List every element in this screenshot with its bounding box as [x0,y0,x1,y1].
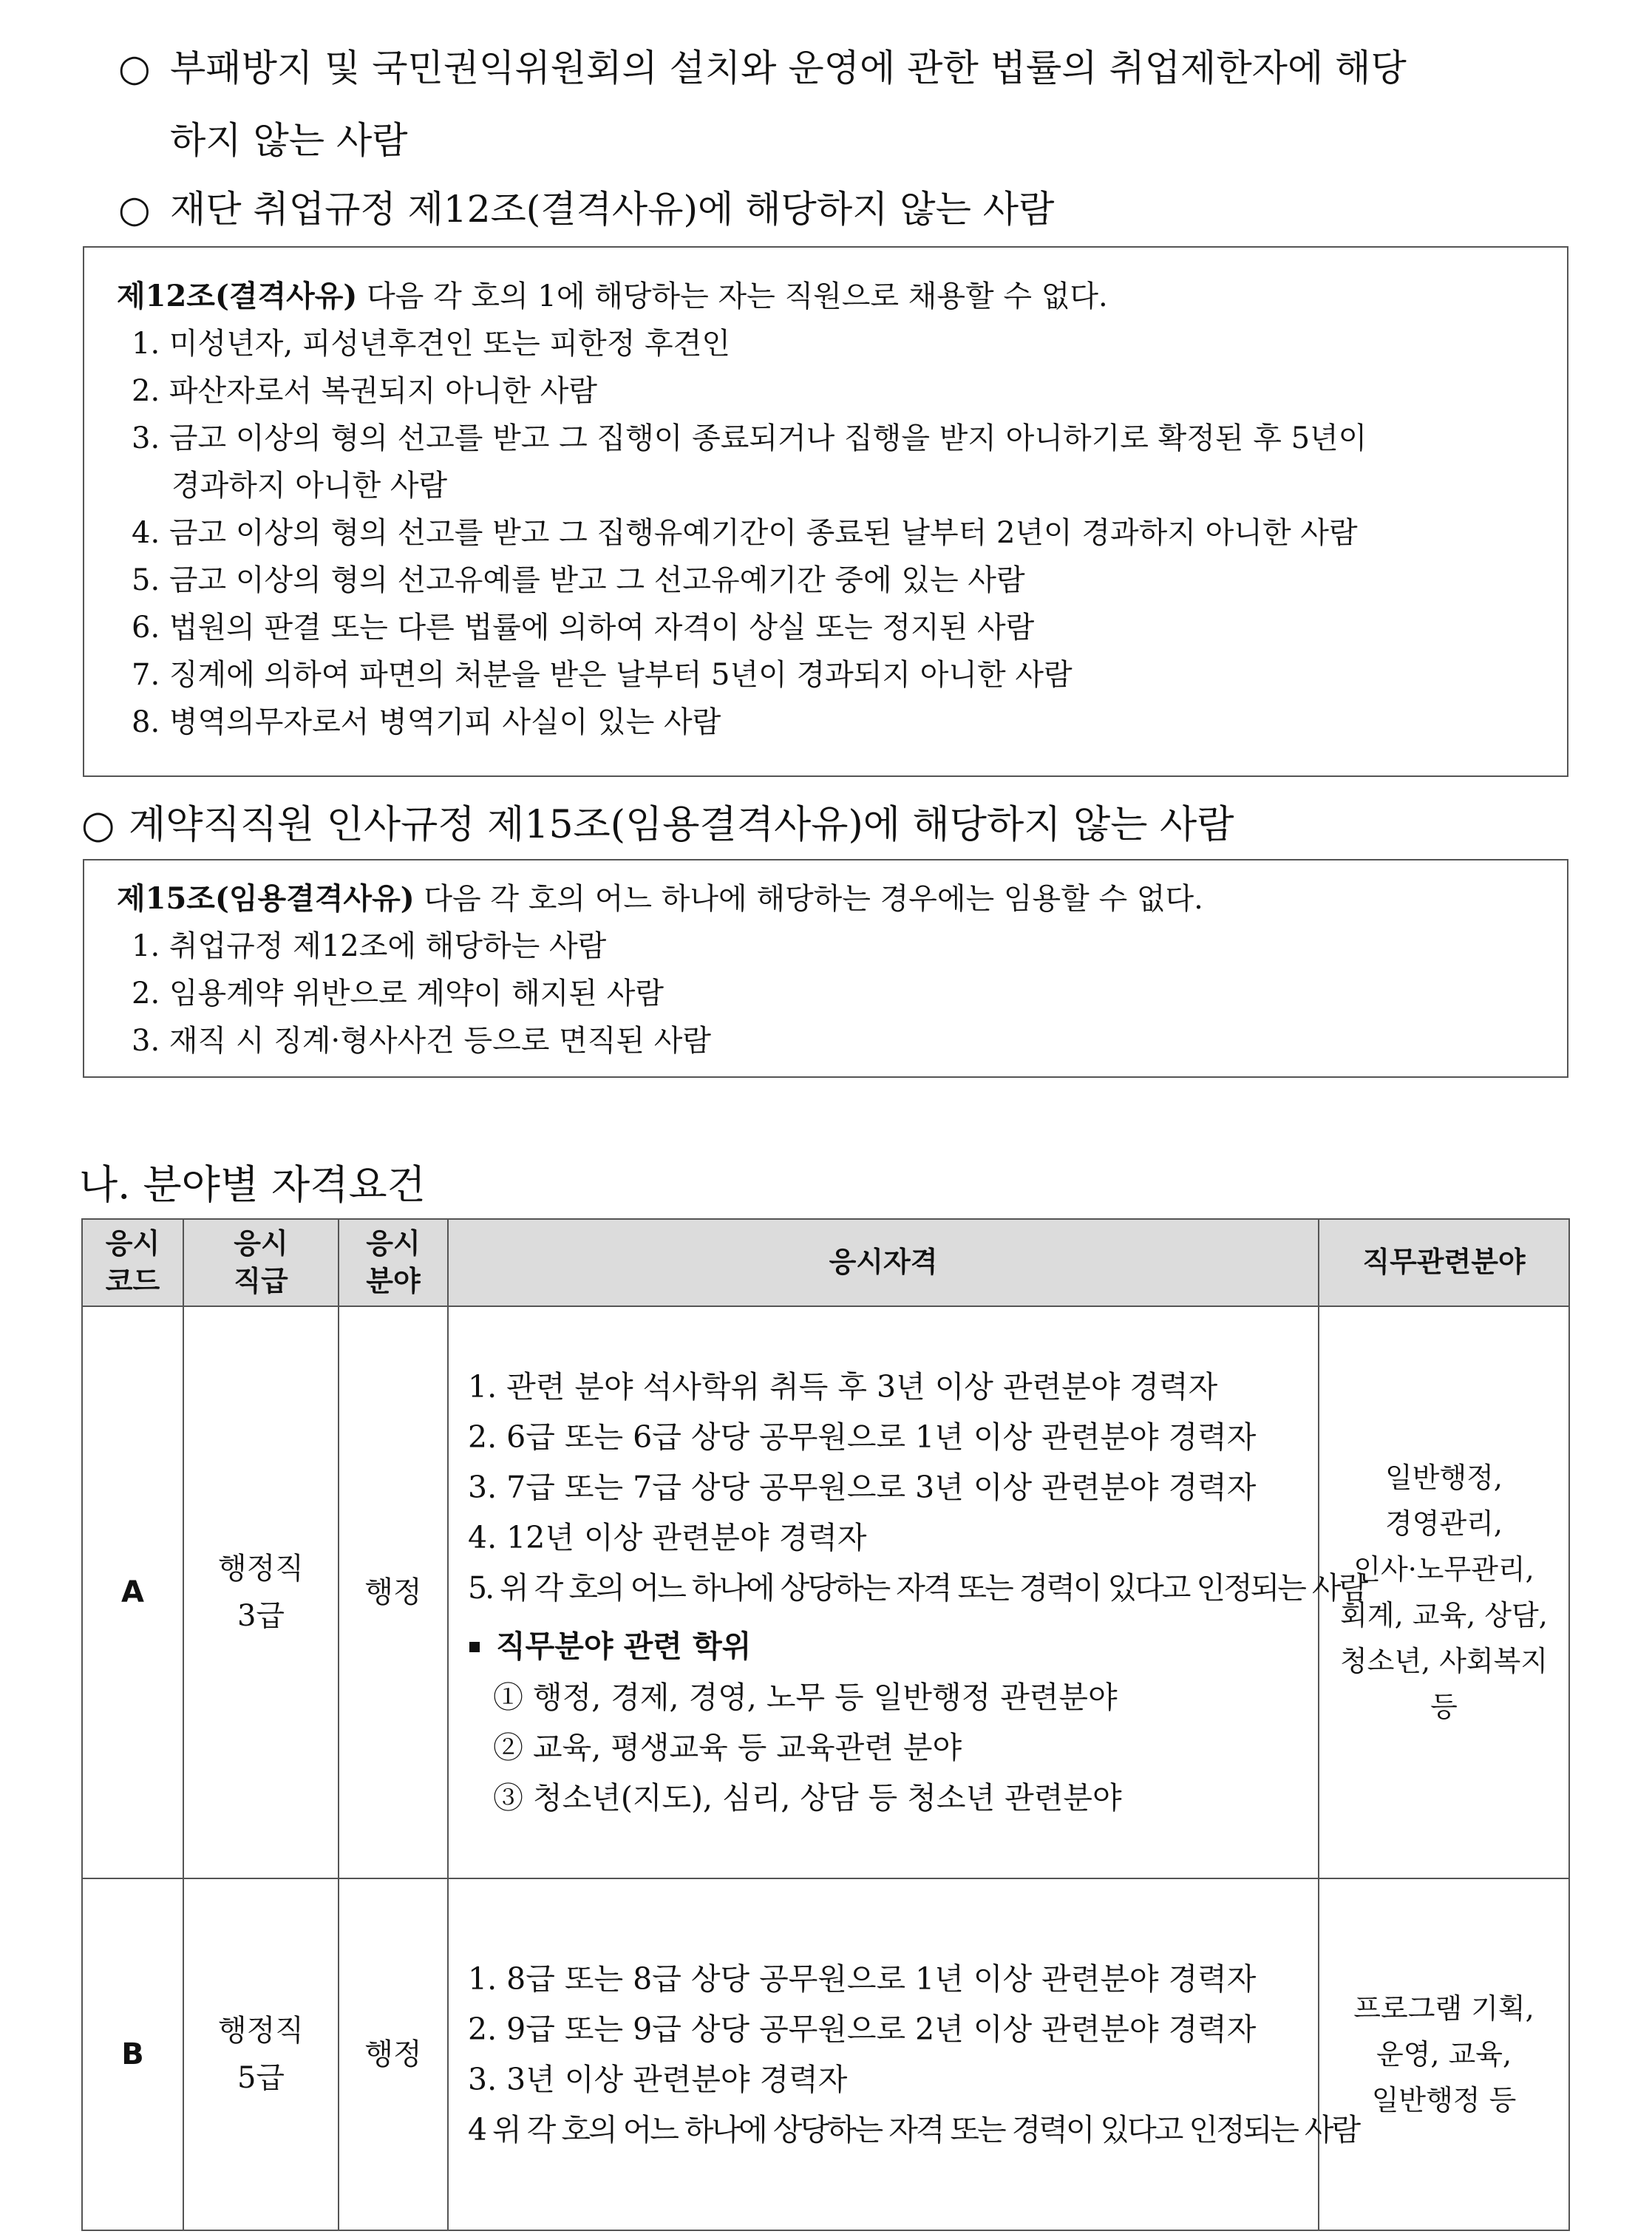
article-12-item: 1. 미성년자, 피성년후견인 또는 피한정 후견인 [132,327,730,361]
qualification-item: 3. 7급 또는 7급 상당 공무원으로 3년 이상 관련분야 경력자 [468,1470,1257,1505]
table-header-row [82,1219,1569,1306]
grade-line: 5급 [237,2061,285,2095]
bullet-text-continued: 하지 않는 사람 [170,119,408,162]
disqualification-article-12-box [83,246,1568,777]
degree-item: ② 교육, 평생교육 등 교육관련 분야 [493,1730,962,1765]
article-15-item: 3. 재직 시 징계·형사사건 등으로 면직된 사람 [132,1024,712,1058]
qualification-item: 4 위 각 호의 어느 하나에 상당하는 자격 또는 경력이 있다고 인정되는 사람 [468,2112,1359,2148]
article-15-intro: 다음 각 호의 어느 하나에 해당하는 경우에는 임용할 수 없다. [414,882,1203,916]
article-12-intro: 다음 각 호의 1에 해당하는 자는 직원으로 채용할 수 없다. [357,279,1108,313]
qualification-item: 3. 3년 이상 관련분야 경력자 [468,2062,848,2097]
square-bullet-icon [469,1642,480,1652]
qualification-item: 2. 9급 또는 9급 상당 공무원으로 2년 이상 관련분야 경력자 [468,2011,1257,2047]
article-12-item: 7. 징계에 의하여 파면의 처분을 받은 날부터 5년이 경과되지 아니한 사람 [132,658,1073,692]
related-field-line: 인사·노무관리, [1353,1553,1534,1586]
header-field-line: 응시 [366,1226,421,1260]
article-12-item: 3. 금고 이상의 형의 선고를 받고 그 집행이 종료되거나 집행을 받지 아니하기로 확정된 후 5년이 [132,421,1367,455]
header-grade-line: 응시 [234,1226,288,1260]
qualification-list [468,1954,1359,2155]
header-field [339,1219,448,1306]
related-field-line: 프로그램 기획, [1353,1992,1534,2025]
grade-cell [183,1878,339,2230]
article-12-item: 5. 금고 이상의 형의 선고유예를 받고 그 선고유예기간 중에 있는 사람 [132,563,1025,597]
section-title: 나. 분야별 자격요건 [79,1161,426,1208]
header-related-field: 직무관련분야 [1319,1219,1569,1306]
qualification-item: 1. 8급 또는 8급 상당 공무원으로 1년 이상 관련분야 경력자 [468,1961,1257,1997]
degree-heading-text: 직무분야 관련 학위 [496,1629,752,1664]
header-field-line: 분야 [366,1265,421,1297]
qualification-item: 5. 위 각 호의 어느 하나에 상당하는 자격 또는 경력이 있다고 인정되는 사람 [468,1570,1367,1606]
article-12-item-continued: 경과하지 아니한 사람 [171,469,448,503]
field-cell: 행정 [339,1878,448,2230]
article-15-item: 1. 취업규정 제12조에 해당하는 사람 [132,929,607,963]
table-row [82,1306,1569,1878]
related-field-line: 회계, 교육, 상담, [1340,1599,1548,1632]
circle-bullet-icon: ○ [118,188,151,231]
header-grade [183,1219,339,1306]
bullet-item-employment-rules [118,187,1054,231]
qualification-cell [448,1306,1367,1878]
grade-line: 행정직 [218,1552,304,1586]
code-cell: B [82,1878,183,2230]
table-row [82,1878,1569,2230]
bullet-item-anti-corruption [118,46,1407,90]
qualification-item: 2. 6급 또는 6급 상당 공무원으로 1년 이상 관련분야 경력자 [468,1419,1257,1455]
header-code [82,1219,183,1306]
bullet-text: 부패방지 및 국민권익위원회의 설치와 운영에 관한 법률의 취업제한자에 해당 [170,47,1407,89]
grade-cell [183,1306,339,1878]
field-cell: 행정 [339,1306,448,1878]
degree-item: ③ 청소년(지도), 심리, 상담 등 청소년 관련분야 [493,1780,1122,1816]
article-15-title [117,881,1203,917]
circle-bullet-icon: ○ [81,803,115,847]
qualification-item: 1. 관련 분야 석사학위 취득 후 3년 이상 관련분야 경력자 [468,1369,1218,1405]
qualification-item: 4. 12년 이상 관련분야 경력자 [468,1520,867,1555]
related-field-line: 일반행정, [1385,1461,1503,1494]
article-12-heading: 제12조(결격사유) [117,279,358,313]
code-cell: A [82,1306,183,1878]
disqualification-article-15-box [83,859,1568,1078]
related-field-line: 경영관리, [1385,1507,1503,1540]
circle-bullet-icon: ○ [118,47,151,89]
article-12-item: 8. 병역의무자로서 병역기피 사실이 있는 사람 [132,705,721,739]
article-12-item: 4. 금고 이상의 형의 선고를 받고 그 집행유예기간이 종료된 날부터 2년이 경과하지 아니한 사람 [132,516,1358,550]
related-field-line: 등 [1430,1691,1458,1723]
header-qualification: 응시자격 [448,1219,1319,1306]
related-field-line: 청소년, 사회복지 [1339,1645,1549,1677]
article-12-item: 2. 파산자로서 복권되지 아니한 사람 [132,374,597,408]
grade-line: 행정직 [218,2014,304,2048]
related-field-cell [1319,1878,1569,2230]
related-field-cell [1319,1306,1569,1878]
degree-list [468,1672,1318,1823]
qualification-table [81,1218,1570,2231]
article-15-item: 2. 임용계약 위반으로 계약이 해지된 사람 [132,977,664,1011]
grade-line: 3급 [237,1599,285,1633]
article-12-title [117,279,1108,314]
qualification-cell [448,1878,1359,2230]
bullet-item-contract-staff-rules [81,802,1234,848]
header-grade-line: 직급 [234,1265,288,1297]
qualification-list [468,1362,1367,1613]
article-12-item: 6. 법원의 판결 또는 다른 법률에 의하여 자격이 상실 또는 정지된 사람 [132,611,1035,645]
degree-item: ① 행정, 경제, 경영, 노무 등 일반행정 관련분야 [493,1680,1118,1715]
degree-heading [468,1620,1318,1672]
bullet-text: 계약직직원 인사규정 제15조(임용결격사유)에 해당하지 않는 사람 [129,803,1234,847]
article-15-heading: 제15조(임용결격사유) [117,881,415,916]
header-code-line: 응시 [105,1226,160,1260]
bullet-text: 재단 취업규정 제12조(결격사유)에 해당하지 않는 사람 [170,188,1055,231]
related-field-line: 운영, 교육, [1376,2038,1512,2071]
related-field-line: 일반행정 등 [1371,2084,1517,2116]
header-code-line: 코드 [105,1265,160,1297]
